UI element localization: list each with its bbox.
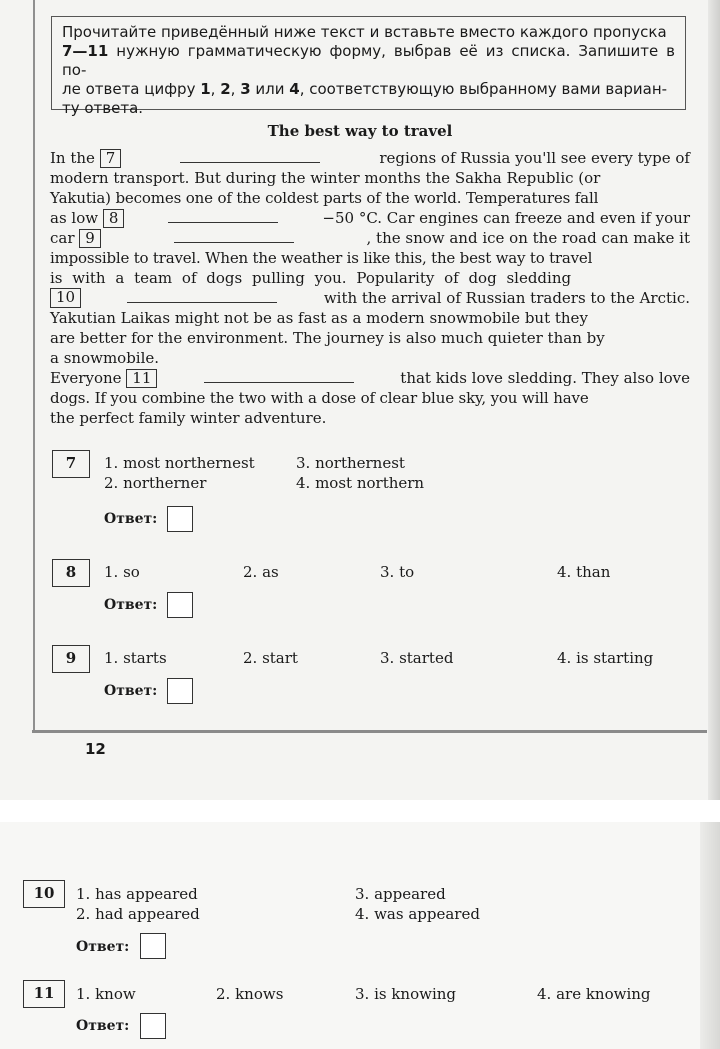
q7-option-2: 2. northerner <box>104 474 207 492</box>
text-fragment: modern transport. But during the winter months the Sakha Republic (or <box>50 169 601 187</box>
q8-option-2: 2. as <box>243 563 279 581</box>
answer-label-10: Ответ: <box>76 939 130 955</box>
answer-label-11: Ответ: <box>76 1018 130 1034</box>
page-number: 12 <box>85 740 106 758</box>
digit-1: 1 <box>200 80 211 98</box>
q9-option-3: 3. started <box>380 649 454 667</box>
digit-4: 4 <box>289 80 300 98</box>
text-fragment <box>50 228 101 248</box>
text-line-13: dogs. If you combine the two with a dose of clear blue sky, you will have <box>50 389 589 407</box>
text-fragment <box>50 368 157 388</box>
text-line-9: Yakutian Laikas might not be as fast as a modern snowmobile but they <box>50 309 588 327</box>
q11-option-1: 1. know <box>76 985 136 1003</box>
answer-label-9: Ответ: <box>104 683 158 699</box>
instruction-line-4: ту ответа. <box>62 99 144 117</box>
instruction-box <box>51 16 686 117</box>
question-number-7: 7 <box>52 450 90 478</box>
answer-label-7: Ответ: <box>104 511 158 527</box>
q11-option-4: 4. are knowing <box>537 985 651 1003</box>
gap-number-8: 8 <box>103 209 125 228</box>
gap-number-11: 11 <box>126 369 157 388</box>
page-edge-shadow <box>700 822 720 1049</box>
text-line-12 <box>50 368 690 388</box>
instruction-line-2 <box>62 42 675 80</box>
answer-box-9[interactable] <box>167 678 193 704</box>
answer-box-11[interactable] <box>140 1013 166 1039</box>
answer-box-7[interactable] <box>167 506 193 532</box>
instruction-line-1: Прочитайте приведённый ниже текст и вставьте вместо каждого пропуска <box>62 23 667 41</box>
text-fragment: that kids love sledding. They also love <box>400 369 690 387</box>
sep-2: , <box>230 80 241 98</box>
gap-number-9: 9 <box>79 229 101 248</box>
text-line-8 <box>50 288 690 308</box>
text-line-14: the perfect family winter adventure. <box>50 409 327 427</box>
q7-option-4: 4. most northern <box>296 474 425 492</box>
text-word: In the <box>50 149 95 167</box>
q7-option-3: 3. northernest <box>296 454 405 472</box>
text-line-5 <box>50 228 690 248</box>
text-line-7: is with a team of dogs pulling you. Popularity of dog sledding <box>50 269 572 287</box>
gap-number-7: 7 <box>100 149 122 168</box>
instruction-line-3 <box>62 80 675 99</box>
text-fragment: , the snow and ice on the road can make it <box>366 229 690 247</box>
page-sheet-2 <box>0 822 720 1049</box>
text-fragment: −50 °C. Car engines can freeze and even if your <box>322 209 690 227</box>
q8-option-3: 3. to <box>380 563 415 581</box>
text-fragment: regions of Russia you'll see every type of <box>379 149 690 167</box>
text-line-4 <box>50 208 690 228</box>
q9-option-4: 4. is starting <box>557 649 654 667</box>
text-line-10: are better for the environment. The journey is also much quieter than by <box>50 329 605 347</box>
digit-3: 3 <box>240 80 251 98</box>
sep-3: или <box>250 80 290 98</box>
q11-option-3: 3. is knowing <box>355 985 457 1003</box>
question-number-11: 11 <box>23 980 65 1008</box>
sep-1: , <box>210 80 221 98</box>
gap-blank-9[interactable] <box>174 228 294 243</box>
question-number-8: 8 <box>52 559 90 587</box>
answer-box-8[interactable] <box>167 592 193 618</box>
text-word: as low <box>50 209 99 227</box>
margin-rule <box>33 0 35 730</box>
instruction-line-2-text: нужную грамматическую форму, выбрав её из списка. Запишите в по- <box>62 42 675 79</box>
q11-option-2: 2. knows <box>216 985 284 1003</box>
gap-blank-11[interactable] <box>204 368 354 383</box>
text-fragment <box>50 208 124 228</box>
q10-option-4: 4. was appeared <box>355 905 480 923</box>
q9-option-2: 2. start <box>243 649 298 667</box>
q10-option-2: 2. had appeared <box>76 905 200 923</box>
page-edge-shadow <box>708 0 720 800</box>
instruction-line-3-end: , соответствующую выбранному вами вариан- <box>299 80 668 98</box>
gap-blank-10[interactable] <box>127 288 277 303</box>
answer-box-10[interactable] <box>140 933 166 959</box>
text-title: The best way to travel <box>267 122 453 140</box>
question-number-9: 9 <box>52 645 90 673</box>
page-gap <box>0 800 720 822</box>
digit-2: 2 <box>220 80 231 98</box>
q7-option-1: 1. most northernest <box>104 454 255 472</box>
text-line-2 <box>50 168 690 188</box>
text-line-6: impossible to travel. When the weather is like this, the best way to travel <box>50 249 593 267</box>
text-line-11: a snowmobile. <box>50 349 160 367</box>
q10-option-1: 1. has appeared <box>76 885 198 903</box>
gap-blank-7[interactable] <box>180 148 320 163</box>
question-number-10: 10 <box>23 880 65 908</box>
text-word: Everyone <box>50 369 122 387</box>
q8-option-4: 4. than <box>557 563 611 581</box>
instruction-range: 7—11 <box>62 42 109 60</box>
instruction-line-3-text: ле ответа цифру <box>62 80 201 98</box>
text-line-1 <box>50 148 690 168</box>
answer-label-8: Ответ: <box>104 597 158 613</box>
page-bottom-rule <box>32 730 707 733</box>
q9-option-1: 1. starts <box>104 649 167 667</box>
text-fragment <box>50 148 121 168</box>
gap-blank-8[interactable] <box>168 208 278 223</box>
q10-option-3: 3. appeared <box>355 885 446 903</box>
text-line-3: Yakutia) becomes one of the coldest parts of the world. Temperatures fall <box>50 189 599 207</box>
text-word: car <box>50 229 75 247</box>
text-fragment: with the arrival of Russian traders to the Arctic. <box>323 289 690 307</box>
gap-number-10: 10 <box>50 288 81 308</box>
q8-option-1: 1. so <box>104 563 140 581</box>
